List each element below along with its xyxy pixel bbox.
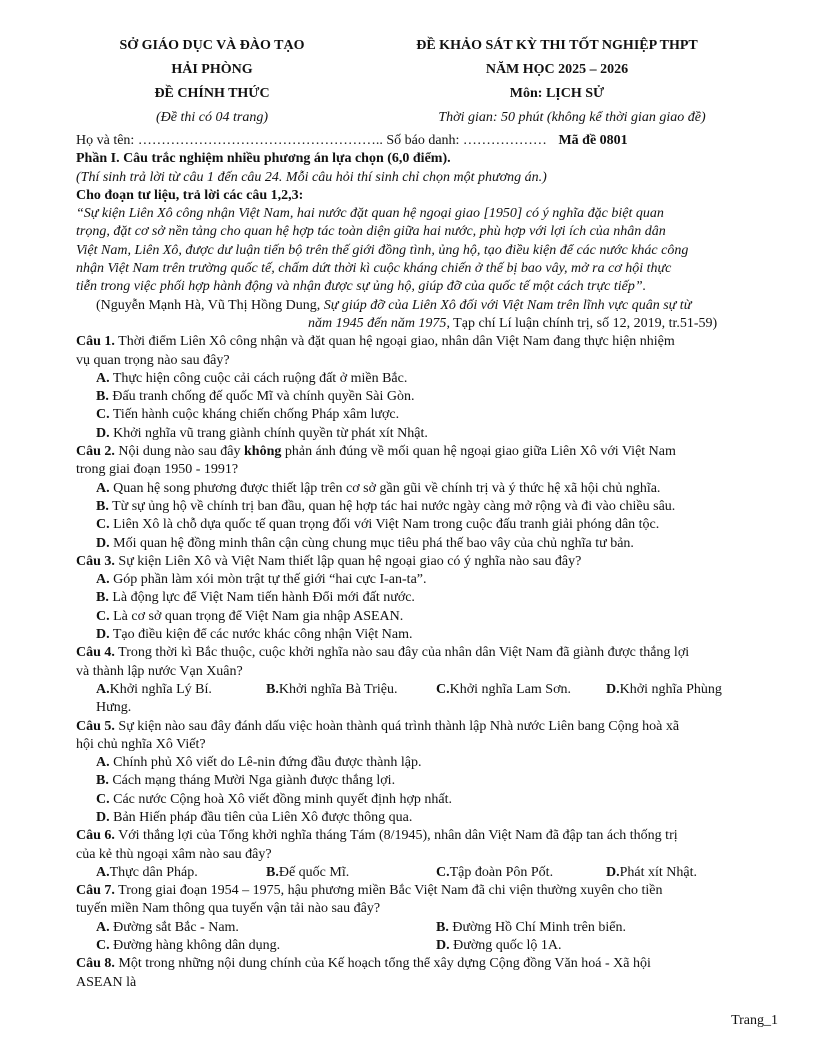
option-text: Tạo điều kiện để các nước khác công nhận Việt Nam. xyxy=(109,627,413,643)
question-number: Câu 4. xyxy=(76,645,115,661)
question-text: Trong thời kì Bắc thuộc, cuộc khởi nghĩa nào sau đây của nhân dân Việt Nam đã giành được thắng lợi xyxy=(114,645,690,661)
option-key: D. xyxy=(96,425,110,441)
question-7 xyxy=(76,882,766,955)
question-emphasis: không xyxy=(244,444,282,460)
option-key: D. xyxy=(96,809,110,825)
question-text: hội chủ nghĩa Xô Viết? xyxy=(76,736,206,752)
option-key: B. xyxy=(266,864,279,880)
option-text: Là động lực để Việt Nam tiến hành Đổi mới đất nước. xyxy=(108,590,415,606)
option-b xyxy=(76,589,766,607)
option-key: D. xyxy=(436,938,450,954)
option-key: C. xyxy=(436,681,450,697)
exam-page xyxy=(76,36,766,992)
part1-instruction: (Thí sinh trả lời từ câu 1 đến câu 24. Mỗi câu hỏi thí sinh chỉ chọn một phương án.) xyxy=(76,169,547,185)
option-text: Khởi nghĩa Lam Sơn. xyxy=(449,681,571,697)
question-2 xyxy=(76,443,766,553)
option-c xyxy=(76,791,766,809)
page-number: Trang_1 xyxy=(731,1013,778,1028)
duration: Thời gian: 50 phút (không kể thời gian giao đề) xyxy=(438,110,706,125)
citation xyxy=(76,297,766,334)
options-row xyxy=(76,919,766,937)
option-text: Đường sắt Bắc - Nam. xyxy=(109,919,239,935)
candidate-name-field: Họ và tên: …………………………………………….. xyxy=(76,133,383,148)
option-text: Khởi nghĩa vũ trang giành chính quyền từ phát xít Nhật. xyxy=(109,425,428,441)
option-c xyxy=(76,516,766,534)
option-c xyxy=(96,937,436,955)
question-text: của kẻ thù ngoại xâm nào sau đây? xyxy=(76,846,272,862)
header-left xyxy=(76,36,348,132)
option-key: C. xyxy=(96,407,110,423)
passage xyxy=(76,205,766,296)
exam-title: ĐỀ KHẢO SÁT KỲ THI TỐT NGHIỆP THPT xyxy=(416,38,698,53)
part1-title: Phần I. Câu trắc nghiệm nhiều phương án lựa chọn (6,0 điểm). xyxy=(76,151,451,167)
question-number: Câu 5. xyxy=(76,718,115,734)
option-text: Tập đoàn Pôn Pốt. xyxy=(449,864,554,880)
option-text: Các nước Cộng hoà Xô viết đồng minh quyết định hợp nhất. xyxy=(109,791,453,807)
option-text: Khởi nghĩa Bà Triệu. xyxy=(278,681,398,697)
question-text: Với thắng lợi của Tổng khởi nghĩa tháng Tám (8/1945), nhân dân Việt Nam đã đập tan ách thống trị xyxy=(114,828,678,844)
question-text: Sự kiện Liên Xô và Việt Nam thiết lập quan hệ ngoại giao có ý nghĩa nào sau đây? xyxy=(114,553,582,569)
passage-line: tiễn trong việc phối hợp hành động và nhận được sự ủng hộ, giúp đỡ của quốc tế một cách trực tiếp”. xyxy=(76,279,647,295)
citation-authors: (Nguyễn Mạnh Hà, Vũ Thị Hồng Dung, xyxy=(96,297,324,313)
option-text: Đường quốc lộ 1A. xyxy=(449,938,562,954)
option-c xyxy=(76,608,766,626)
page-count-note: (Đề thi có 04 trang) xyxy=(156,110,268,125)
option-text: Khởi nghĩa Phùng xyxy=(619,681,722,697)
option-d xyxy=(76,535,766,553)
option-key: D. xyxy=(606,864,620,880)
option-text: Cách mạng tháng Mười Nga giành được thắng lợi. xyxy=(108,773,396,789)
option-d xyxy=(606,864,697,882)
question-number: Câu 2. xyxy=(76,444,115,460)
city-name: HẢI PHÒNG xyxy=(171,62,253,77)
option-b xyxy=(436,919,626,937)
exam-header xyxy=(76,36,766,132)
school-year: NĂM HỌC 2025 – 2026 xyxy=(485,62,629,77)
option-text: Thực hiện công cuộc cải cách ruộng đất ở miền Bắc. xyxy=(109,370,408,386)
option-key: A. xyxy=(96,864,110,880)
option-text: Tiến hành cuộc kháng chiến chống Pháp xâm lược. xyxy=(109,407,400,423)
candidate-id-field: Số báo danh: ……………… xyxy=(386,133,547,148)
question-number: Câu 6. xyxy=(76,828,115,844)
question-text: phản ánh đúng về mối quan hệ ngoại giao giữa Liên Xô với Việt Nam xyxy=(281,444,676,460)
option-key: C. xyxy=(96,608,110,624)
question-text: Thời điểm Liên Xô công nhận và đặt quan hệ ngoại giao, nhân dân Việt Nam đang thực hiện nhiệm xyxy=(114,334,675,350)
subject: Môn: LỊCH SỬ xyxy=(509,86,605,101)
option-text: Đế quốc Mĩ. xyxy=(278,864,350,880)
option-key: D. xyxy=(96,535,110,551)
question-number: Câu 3. xyxy=(76,553,115,569)
question-text: trong giai đoạn 1950 - 1991? xyxy=(76,462,239,478)
citation-source: , Tạp chí Lí luận chính trị, số 12, 2019, tr.51-59) xyxy=(446,315,718,331)
question-4 xyxy=(76,644,766,717)
passage-line: trọng, đặt cơ sở nền tảng cho quan hệ hợp tác toàn diện giữa hai nước, phù hợp với lợi ích của nhân dân xyxy=(76,224,666,240)
option-a xyxy=(76,754,766,772)
question-6 xyxy=(76,827,766,882)
option-d xyxy=(76,425,766,443)
option-text: Góp phần làm xói mòn trật tự thế giới “hai cực I-an-ta”. xyxy=(109,572,427,588)
option-b xyxy=(76,498,766,516)
option-text: Đường hàng không dân dụng. xyxy=(109,938,281,954)
option-a xyxy=(76,480,766,498)
option-text: Mối quan hệ đồng minh thân cận cùng chung mục tiêu phá thế bao vây của chủ nghĩa tư bản. xyxy=(109,535,634,551)
citation-title-cont: năm 1945 đến năm 1975 xyxy=(308,315,447,331)
question-text: Một trong những nội dung chính của Kế hoạch tổng thể xây dựng Cộng đồng Văn hoá - Xã hội xyxy=(114,956,651,972)
question-1 xyxy=(76,333,766,443)
official-label: ĐỀ CHÍNH THỨC xyxy=(154,86,270,101)
option-text: Phát xít Nhật. xyxy=(619,864,698,880)
option-d xyxy=(76,626,766,644)
option-wrap: Hưng. xyxy=(96,700,132,716)
option-key: A. xyxy=(96,572,110,588)
option-a xyxy=(96,864,266,882)
option-text: Là cơ sở quan trọng để Việt Nam gia nhập ASEAN. xyxy=(109,608,404,624)
option-text: Bản Hiến pháp đầu tiên của Liên Xô được thông qua. xyxy=(109,809,413,825)
question-8 xyxy=(76,955,766,992)
option-key: B. xyxy=(96,389,109,405)
question-text: Sự kiện nào sau đây đánh dấu việc hoàn thành quá trình thành lập Nhà nước Liên bang Cộng hoà xã xyxy=(114,718,680,734)
option-c xyxy=(436,681,606,699)
option-text: Đấu tranh chống đế quốc Mĩ và chính quyền Sài Gòn. xyxy=(108,389,415,405)
option-key: B. xyxy=(96,590,109,606)
option-c xyxy=(76,406,766,424)
option-a xyxy=(96,681,266,699)
question-text: tuyến miền Nam thông qua tuyến vận tải nào sau đây? xyxy=(76,901,381,917)
option-key: D. xyxy=(96,627,110,643)
options-row xyxy=(76,681,766,699)
passage-line: nhận Việt Nam trên trường quốc tế, chấm dứt thời kì cuộc kháng chiến ở thế bị bao vây, mở ra cơ hội thực xyxy=(76,261,672,277)
citation-title: Sự giúp đỡ của Liên Xô đối với Việt Nam trên lĩnh vực quân sự từ xyxy=(323,297,692,313)
option-key: C. xyxy=(96,791,110,807)
option-key: C. xyxy=(436,864,450,880)
question-number: Câu 1. xyxy=(76,334,115,350)
option-b xyxy=(266,864,436,882)
option-text: Liên Xô là chỗ dựa quốc tế quan trọng đối với Việt Nam trong cuộc đấu tranh giải phóng dân tộc. xyxy=(109,517,660,533)
option-key: A. xyxy=(96,755,110,771)
option-key: B. xyxy=(436,919,449,935)
option-a xyxy=(76,370,766,388)
option-d xyxy=(436,937,561,955)
question-text: vụ quan trọng nào sau đây? xyxy=(76,352,230,368)
option-text: Quan hệ song phương được thiết lập trên cơ sở gần gũi về chính trị và ý thức hệ xã hội chủ nghĩa. xyxy=(109,480,661,496)
options-row xyxy=(76,937,766,955)
option-d xyxy=(76,809,766,827)
option-a xyxy=(96,919,436,937)
header-right xyxy=(348,36,766,132)
option-key: A. xyxy=(96,681,110,697)
option-text: Chính phủ Xô viết do Lê-nin đứng đầu được thành lập. xyxy=(109,755,422,771)
exam-code: Mã đề 0801 xyxy=(558,133,628,148)
option-key: A. xyxy=(96,480,110,496)
question-text: ASEAN là xyxy=(76,974,137,990)
option-text: Đường Hồ Chí Minh trên biển. xyxy=(448,919,626,935)
question-text: và thành lập nước Vạn Xuân? xyxy=(76,663,243,679)
question-text: Nội dung nào sau đây xyxy=(114,444,244,460)
option-key: B. xyxy=(96,498,109,514)
passage-title: Cho đoạn tư liệu, trả lời các câu 1,2,3: xyxy=(76,187,304,203)
option-d xyxy=(606,681,722,699)
option-key: B. xyxy=(266,681,279,697)
option-b xyxy=(266,681,436,699)
question-number: Câu 7. xyxy=(76,883,115,899)
option-c xyxy=(436,864,606,882)
option-b xyxy=(76,388,766,406)
option-key: C. xyxy=(96,938,110,954)
candidate-info xyxy=(76,132,766,150)
option-key: D. xyxy=(606,681,620,697)
department-name: SỞ GIÁO DỤC VÀ ĐÀO TẠO xyxy=(119,38,305,53)
option-text: Thực dân Pháp. xyxy=(109,864,198,880)
question-text: Trong giai đoạn 1954 – 1975, hậu phương miền Bắc Việt Nam đã chi viện thường xuyên cho tiền xyxy=(114,883,663,899)
option-text: Từ sự ủng hộ về chính trị ban đầu, quan hệ hợp tác hai nước ngày càng mở rộng và đi vào chiều sâu. xyxy=(108,498,676,514)
question-5 xyxy=(76,718,766,828)
option-a xyxy=(76,571,766,589)
options-row xyxy=(76,864,766,882)
option-text: Khởi nghĩa Lý Bí. xyxy=(109,681,212,697)
question-3 xyxy=(76,553,766,644)
option-b xyxy=(76,772,766,790)
passage-line: “Sự kiện Liên Xô công nhận Việt Nam, hai nước đặt quan hệ ngoại giao [1950] có ý nghĩa đặc biệt quan xyxy=(76,206,664,222)
option-key: C. xyxy=(96,517,110,533)
option-key: B. xyxy=(96,773,109,789)
question-number: Câu 8. xyxy=(76,956,115,972)
option-key: A. xyxy=(96,370,110,386)
option-key: A. xyxy=(96,919,110,935)
passage-line: Việt Nam, Liên Xô, được dư luận tiến bộ trên thế giới đồng tình, ủng hộ, tạo điều kiện để các nước khác công xyxy=(76,242,689,258)
